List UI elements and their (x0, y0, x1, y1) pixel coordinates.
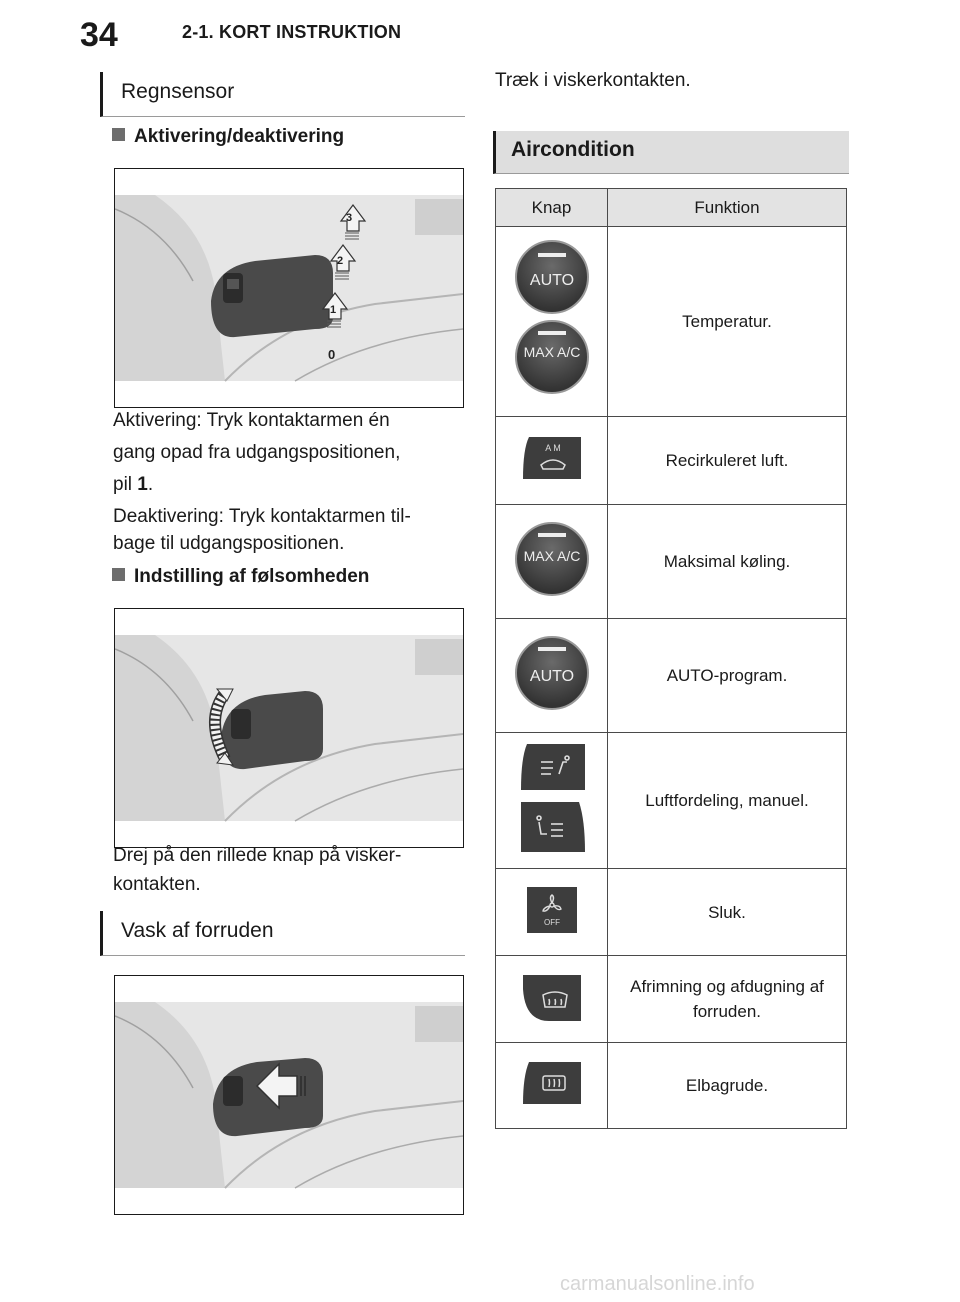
turn-knob-text: Drej på den rillede knap på visker- kontakten. (113, 845, 402, 895)
figure1-label-2: 2 (337, 255, 344, 267)
aircondition-heading: Aircondition (493, 131, 849, 174)
figure-sensitivity-knob (114, 608, 464, 848)
rear-window-defrost-button (496, 1043, 608, 1129)
bullet-square (112, 568, 125, 581)
function-auto-program: AUTO-program. (608, 619, 847, 733)
table-row (496, 956, 847, 1043)
arrow-number: 1 (137, 474, 148, 495)
function-rear-window-defrost: Elbagrude. (608, 1043, 847, 1129)
figure1-label-0: 0 (328, 347, 336, 362)
table-row (496, 869, 847, 956)
recirculation-button (496, 417, 608, 505)
function-recirculation: Recirkuleret luft. (608, 417, 847, 505)
table-row (496, 733, 847, 869)
table-row (496, 227, 847, 417)
rain-sensor-heading: Regnsensor (100, 72, 465, 117)
auto-button (496, 619, 608, 733)
figure1-label-1: 1 (330, 304, 337, 316)
page-number: 34 (80, 16, 118, 54)
washer-heading: Vask af forruden (100, 911, 465, 956)
figure1-label-3: 3 (346, 212, 353, 224)
max-ac-label: MAX A/C (523, 548, 580, 564)
sensitivity-subheading: Indstilling af følsomheden (112, 566, 369, 588)
max-ac-label: MAX A/C (523, 344, 580, 360)
auto-label: AUTO (529, 668, 574, 685)
activation-text: Aktivering: Tryk kontaktarmen én gang opad fra udgangspositionen, pil 1. (113, 410, 401, 495)
function-off: Sluk. (608, 869, 847, 956)
deactivation-text: Deaktivering: Tryk kontaktarmen til- bage til udgangspositionen. (113, 506, 411, 554)
air-distribution-buttons (496, 733, 608, 869)
off-label: OFF (543, 917, 560, 927)
activation-subheading: Aktivering/deaktivering (112, 126, 344, 148)
auto-label: AUTO (529, 272, 574, 289)
function-temperature: Temperatur. (608, 227, 847, 417)
watermark: carmanualsonline.info (560, 1273, 755, 1295)
function-max-cooling: Maksimal køling. (608, 505, 847, 619)
a-m-label: A M (544, 443, 561, 453)
function-air-distribution: Luftfordeling, manuel. (608, 733, 847, 869)
figure-wiper-stalk-positions (114, 168, 464, 408)
figure-windshield-washer (114, 975, 464, 1215)
table-header-row (496, 189, 847, 227)
table-row (496, 505, 847, 619)
temperature-buttons (496, 227, 608, 417)
chapter-title: 2-1. KORT INSTRUKTION (182, 22, 402, 42)
aircondition-table (495, 188, 847, 1129)
pull-stalk-text: Træk i viskerkontakten. (495, 70, 691, 91)
table-row (496, 1043, 847, 1129)
header-button: Knap (496, 189, 608, 227)
header-function: Funktion (608, 189, 847, 227)
off-button (496, 869, 608, 956)
bullet-square (112, 128, 125, 141)
windshield-defrost-button (496, 956, 608, 1043)
max-ac-button (496, 505, 608, 619)
function-windshield-defrost: Afrimning og afdugning af forruden. (608, 956, 847, 1043)
table-row (496, 619, 847, 733)
table-row (496, 417, 847, 505)
